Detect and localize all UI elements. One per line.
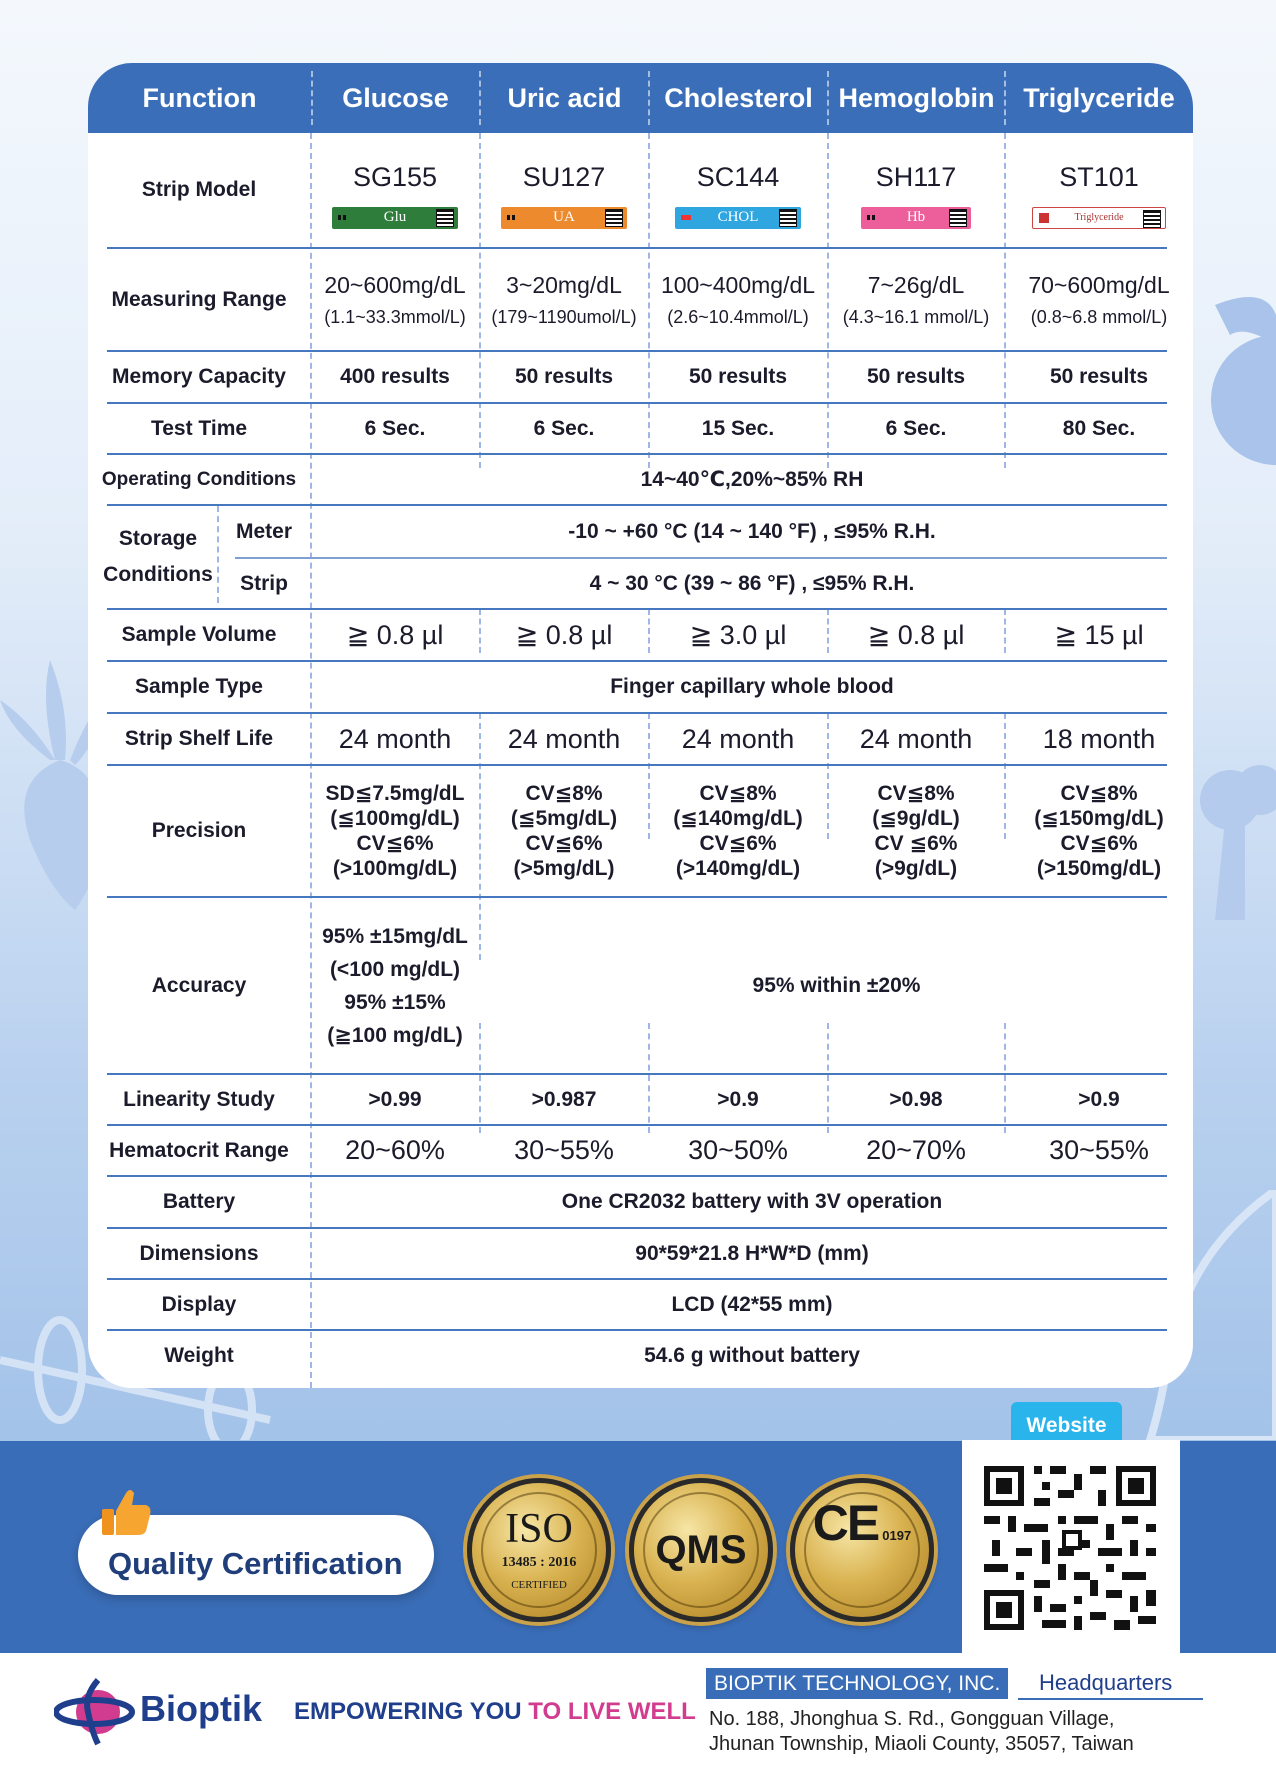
- glucose-strip-image: [332, 207, 458, 229]
- address: [709, 1707, 1134, 1757]
- test-time-triglyceride: 80 Sec.: [1062, 416, 1136, 440]
- test-time-glucose: 6 Sec.: [364, 416, 426, 440]
- hematocrit-hemoglobin: 20~70%: [866, 1135, 966, 1165]
- range-sub: (1.1~33.3mmol/L): [324, 306, 466, 327]
- precision-line: CV≦8%: [877, 782, 955, 805]
- linearity-triglyceride: >0.9: [1078, 1087, 1120, 1111]
- precision-line: (≦140mg/dL): [673, 807, 803, 830]
- accuracy-line: (<100 mg/dL): [329, 957, 461, 981]
- range-value: 3~20mg/dL: [506, 271, 622, 298]
- label-storage-strip: Strip: [240, 571, 288, 595]
- label-test-time: Test Time: [150, 416, 248, 440]
- address-line: Jhunan Township, Miaoli County, 35057, Taiwan: [709, 1733, 1134, 1755]
- precision-line: (>140mg/dL): [675, 857, 801, 880]
- linearity-uric-acid: >0.987: [531, 1087, 597, 1111]
- uric-acid-strip-image: [501, 207, 627, 229]
- strip-model-triglyceride: ST101: [1059, 161, 1139, 192]
- precision-line: (>150mg/dL): [1036, 857, 1162, 880]
- website-qr-code[interactable]: [962, 1440, 1180, 1653]
- range-value: 20~600mg/dL: [324, 271, 466, 298]
- sample-volume-cholesterol: ≧ 3.0 µl: [689, 619, 787, 650]
- precision-line: (≦5mg/dL): [510, 807, 618, 830]
- hematocrit-glucose: 20~60%: [345, 1135, 445, 1165]
- label-sample-type: Sample Type: [135, 675, 263, 698]
- test-time-cholesterol: 15 Sec.: [701, 416, 775, 440]
- strip-model-cell: [311, 143, 479, 247]
- precision-line: CV≦6%: [1060, 832, 1138, 855]
- sample-type-value: Finger capillary whole blood: [610, 675, 894, 698]
- measuring-range-cell: [828, 249, 1004, 350]
- precision-cholesterol: [649, 766, 827, 896]
- precision-uric-acid: [480, 766, 648, 896]
- strip-model-cell: [649, 143, 827, 247]
- memory-glucose: 400 results: [340, 365, 450, 388]
- dimensions-value: 90*59*21.8 H*W*D (mm): [635, 1241, 869, 1265]
- linearity-cholesterol: >0.9: [717, 1087, 759, 1111]
- test-time-hemoglobin: 6 Sec.: [885, 416, 947, 440]
- shelf-life-triglyceride: 18 month: [1042, 723, 1156, 754]
- storage-label-line: Conditions: [103, 563, 213, 586]
- precision-line: CV≦6%: [699, 832, 777, 855]
- shelf-life-hemoglobin: 24 month: [859, 723, 973, 754]
- sample-volume-glucose: ≧ 0.8 µl: [346, 619, 444, 650]
- iso-badge-inner: [481, 1492, 597, 1608]
- header-uric-acid: Uric acid: [507, 82, 622, 113]
- label-operating-conditions: Operating Conditions: [101, 468, 297, 490]
- label-precision: Precision: [151, 819, 247, 842]
- headquarters-label: Headquarters: [1039, 1670, 1173, 1695]
- precision-line: SD≦7.5mg/dL: [325, 782, 465, 805]
- precision-line: CV≦6%: [356, 832, 434, 855]
- range-sub: (179~1190umol/L): [491, 306, 637, 327]
- quality-certification-title: Quality Certification: [108, 1546, 403, 1581]
- shelf-life-cholesterol: 24 month: [681, 723, 795, 754]
- header-glucose: Glucose: [342, 82, 449, 113]
- linearity-glucose: >0.99: [368, 1087, 422, 1111]
- broccoli-icon: [1185, 760, 1276, 920]
- range-sub: (2.6~10.4mmol/L): [667, 306, 809, 327]
- accuracy-line: 95% ±15mg/dL: [322, 924, 468, 948]
- accuracy-line: (≧100 mg/dL): [327, 1023, 463, 1047]
- label-memory-capacity: Memory Capacity: [112, 365, 286, 388]
- memory-cholesterol: 50 results: [688, 365, 788, 388]
- address-line: No. 188, Jhonghua S. Rd., Gongguan Village,: [709, 1708, 1115, 1730]
- hematocrit-uric-acid: 30~55%: [514, 1135, 614, 1165]
- test-time-uric-acid: 6 Sec.: [533, 416, 595, 440]
- label-linearity-study: Linearity Study: [123, 1087, 275, 1111]
- measuring-range-cell: [1005, 249, 1193, 350]
- label-strip-model: Strip Model: [141, 178, 257, 201]
- iso-text: ISO: [505, 1506, 573, 1552]
- label-sample-volume: Sample Volume: [121, 623, 277, 646]
- strip-model-cell: [480, 143, 648, 247]
- accuracy-line: 95% ±15%: [344, 990, 446, 1014]
- precision-line: (>5mg/dL): [513, 857, 615, 880]
- accuracy-others: 95% within ±20%: [752, 973, 921, 997]
- shelf-life-uric-acid: 24 month: [507, 723, 621, 754]
- ce-number: 0197: [882, 1528, 912, 1543]
- header-hemoglobin: Hemoglobin: [838, 82, 995, 113]
- precision-line: CV≦8%: [525, 782, 603, 805]
- ce-mark: CE: [812, 1495, 879, 1551]
- ce-badge: [790, 1478, 934, 1622]
- measuring-range-cell: [311, 249, 479, 350]
- slogan: [294, 1698, 696, 1726]
- precision-triglyceride: [1005, 766, 1193, 896]
- label-hematocrit-range: Hematocrit Range: [109, 1138, 289, 1162]
- strip-model-hemoglobin: SH117: [875, 161, 957, 192]
- storage-label-line: Storage: [118, 527, 198, 550]
- label-dimensions: Dimensions: [139, 1241, 259, 1265]
- hematocrit-cholesterol: 30~50%: [688, 1135, 788, 1165]
- slogan-part1: EMPOWERING YOU: [294, 1698, 522, 1725]
- range-value: 70~600mg/dL: [1028, 271, 1170, 298]
- strip-model-cell: [1005, 143, 1193, 247]
- strip-text: Hb: [906, 209, 926, 225]
- measuring-range-cell: [649, 249, 827, 350]
- storage-strip-value: 4 ~ 30 °C (39 ~ 86 °F) , ≤95% R.H.: [589, 571, 915, 595]
- label-battery: Battery: [162, 1190, 236, 1213]
- strip-text: CHOL: [717, 209, 759, 225]
- precision-line: CV≦6%: [525, 832, 603, 855]
- range-value: 100~400mg/dL: [660, 271, 816, 298]
- strip-text: UA: [553, 209, 575, 225]
- memory-triglyceride: 50 results: [1049, 365, 1149, 388]
- strip-text: Triglyceride: [1074, 212, 1124, 223]
- header-function: Function: [142, 82, 257, 113]
- memory-uric-acid: 50 results: [514, 365, 614, 388]
- measuring-range-cell: [480, 249, 648, 350]
- strip-model-cell: [828, 143, 1004, 247]
- accuracy-glucose: [311, 898, 479, 1073]
- range-sub: (4.3~16.1 mmol/L): [842, 306, 990, 327]
- precision-glucose: [311, 766, 479, 896]
- label-storage-conditions: [98, 506, 218, 608]
- strip-text: Glu: [383, 209, 407, 225]
- iso-badge: [467, 1478, 611, 1622]
- qms-badge-inner: [643, 1492, 759, 1608]
- precision-line: (≦150mg/dL): [1034, 807, 1164, 830]
- precision-line: CV≦8%: [699, 782, 777, 805]
- website-label[interactable]: Website: [1011, 1402, 1122, 1450]
- label-accuracy: Accuracy: [151, 973, 247, 997]
- sample-volume-uric-acid: ≧ 0.8 µl: [515, 619, 613, 650]
- precision-hemoglobin: [828, 766, 1004, 896]
- display-value: LCD (42*55 mm): [671, 1292, 833, 1316]
- label-display: Display: [161, 1292, 237, 1316]
- iso-standard: 13485 : 2016: [501, 1555, 577, 1570]
- strip-model-cholesterol: SC144: [696, 161, 780, 192]
- strip-model-glucose: SG155: [352, 161, 438, 192]
- range-sub: (0.8~6.8 mmol/L): [1030, 306, 1168, 327]
- qms-text: QMS: [655, 1527, 747, 1572]
- qms-badge: [629, 1478, 773, 1622]
- thumbs-up-icon: [100, 1487, 152, 1537]
- iso-certified: CERTIFIED: [511, 1579, 567, 1591]
- precision-line: (>9g/dL): [874, 857, 958, 880]
- spec-table-card: [88, 63, 1193, 1388]
- table-header: [88, 63, 1193, 133]
- ce-badge-inner: [804, 1492, 920, 1608]
- sample-volume-triglyceride: ≧ 15 µl: [1054, 619, 1144, 650]
- cholesterol-strip-image: [675, 207, 801, 229]
- precision-line: (≦9g/dL): [872, 807, 960, 830]
- hemoglobin-strip-image: [861, 207, 971, 229]
- label-weight: Weight: [164, 1344, 234, 1367]
- bioptik-logo-text: Bioptik: [140, 1688, 262, 1729]
- operating-conditions-value: 14~40℃,20%~85% RH: [640, 468, 864, 491]
- shelf-life-glucose: 24 month: [338, 723, 452, 754]
- label-measuring-range: Measuring Range: [111, 287, 287, 311]
- qr-code-icon: [962, 1440, 1180, 1653]
- memory-hemoglobin: 50 results: [866, 365, 966, 388]
- battery-value: One CR2032 battery with 3V operation: [561, 1190, 943, 1213]
- label-storage-meter: Meter: [235, 519, 293, 543]
- precision-line: (>100mg/dL): [332, 857, 458, 880]
- company-name: BIOPTIK TECHNOLOGY, INC.: [706, 1668, 1008, 1699]
- triglyceride-strip-image: [1032, 207, 1166, 229]
- linearity-hemoglobin: >0.98: [889, 1087, 943, 1111]
- storage-meter-value: -10 ~ +60 °C (14 ~ 140 °F) , ≤95% R.H.: [568, 519, 936, 543]
- label-strip-shelf-life: Strip Shelf Life: [124, 727, 274, 750]
- header-triglyceride: Triglyceride: [1023, 82, 1175, 113]
- strip-model-uric-acid: SU127: [522, 161, 606, 192]
- hematocrit-triglyceride: 30~55%: [1049, 1135, 1149, 1165]
- precision-line: (≦100mg/dL): [330, 807, 460, 830]
- slogan-part2: TO LIVE WELL: [528, 1698, 696, 1725]
- precision-line: CV≦8%: [1060, 782, 1138, 805]
- precision-line: CV ≦6%: [874, 832, 958, 855]
- bioptik-logo-icon: [54, 1676, 138, 1748]
- header-cholesterol: Cholesterol: [664, 82, 813, 113]
- sample-volume-hemoglobin: ≧ 0.8 µl: [867, 619, 965, 650]
- headquarters-underline: [1018, 1698, 1203, 1700]
- range-value: 7~26g/dL: [867, 271, 965, 298]
- weight-value: 54.6 g without battery: [644, 1344, 860, 1367]
